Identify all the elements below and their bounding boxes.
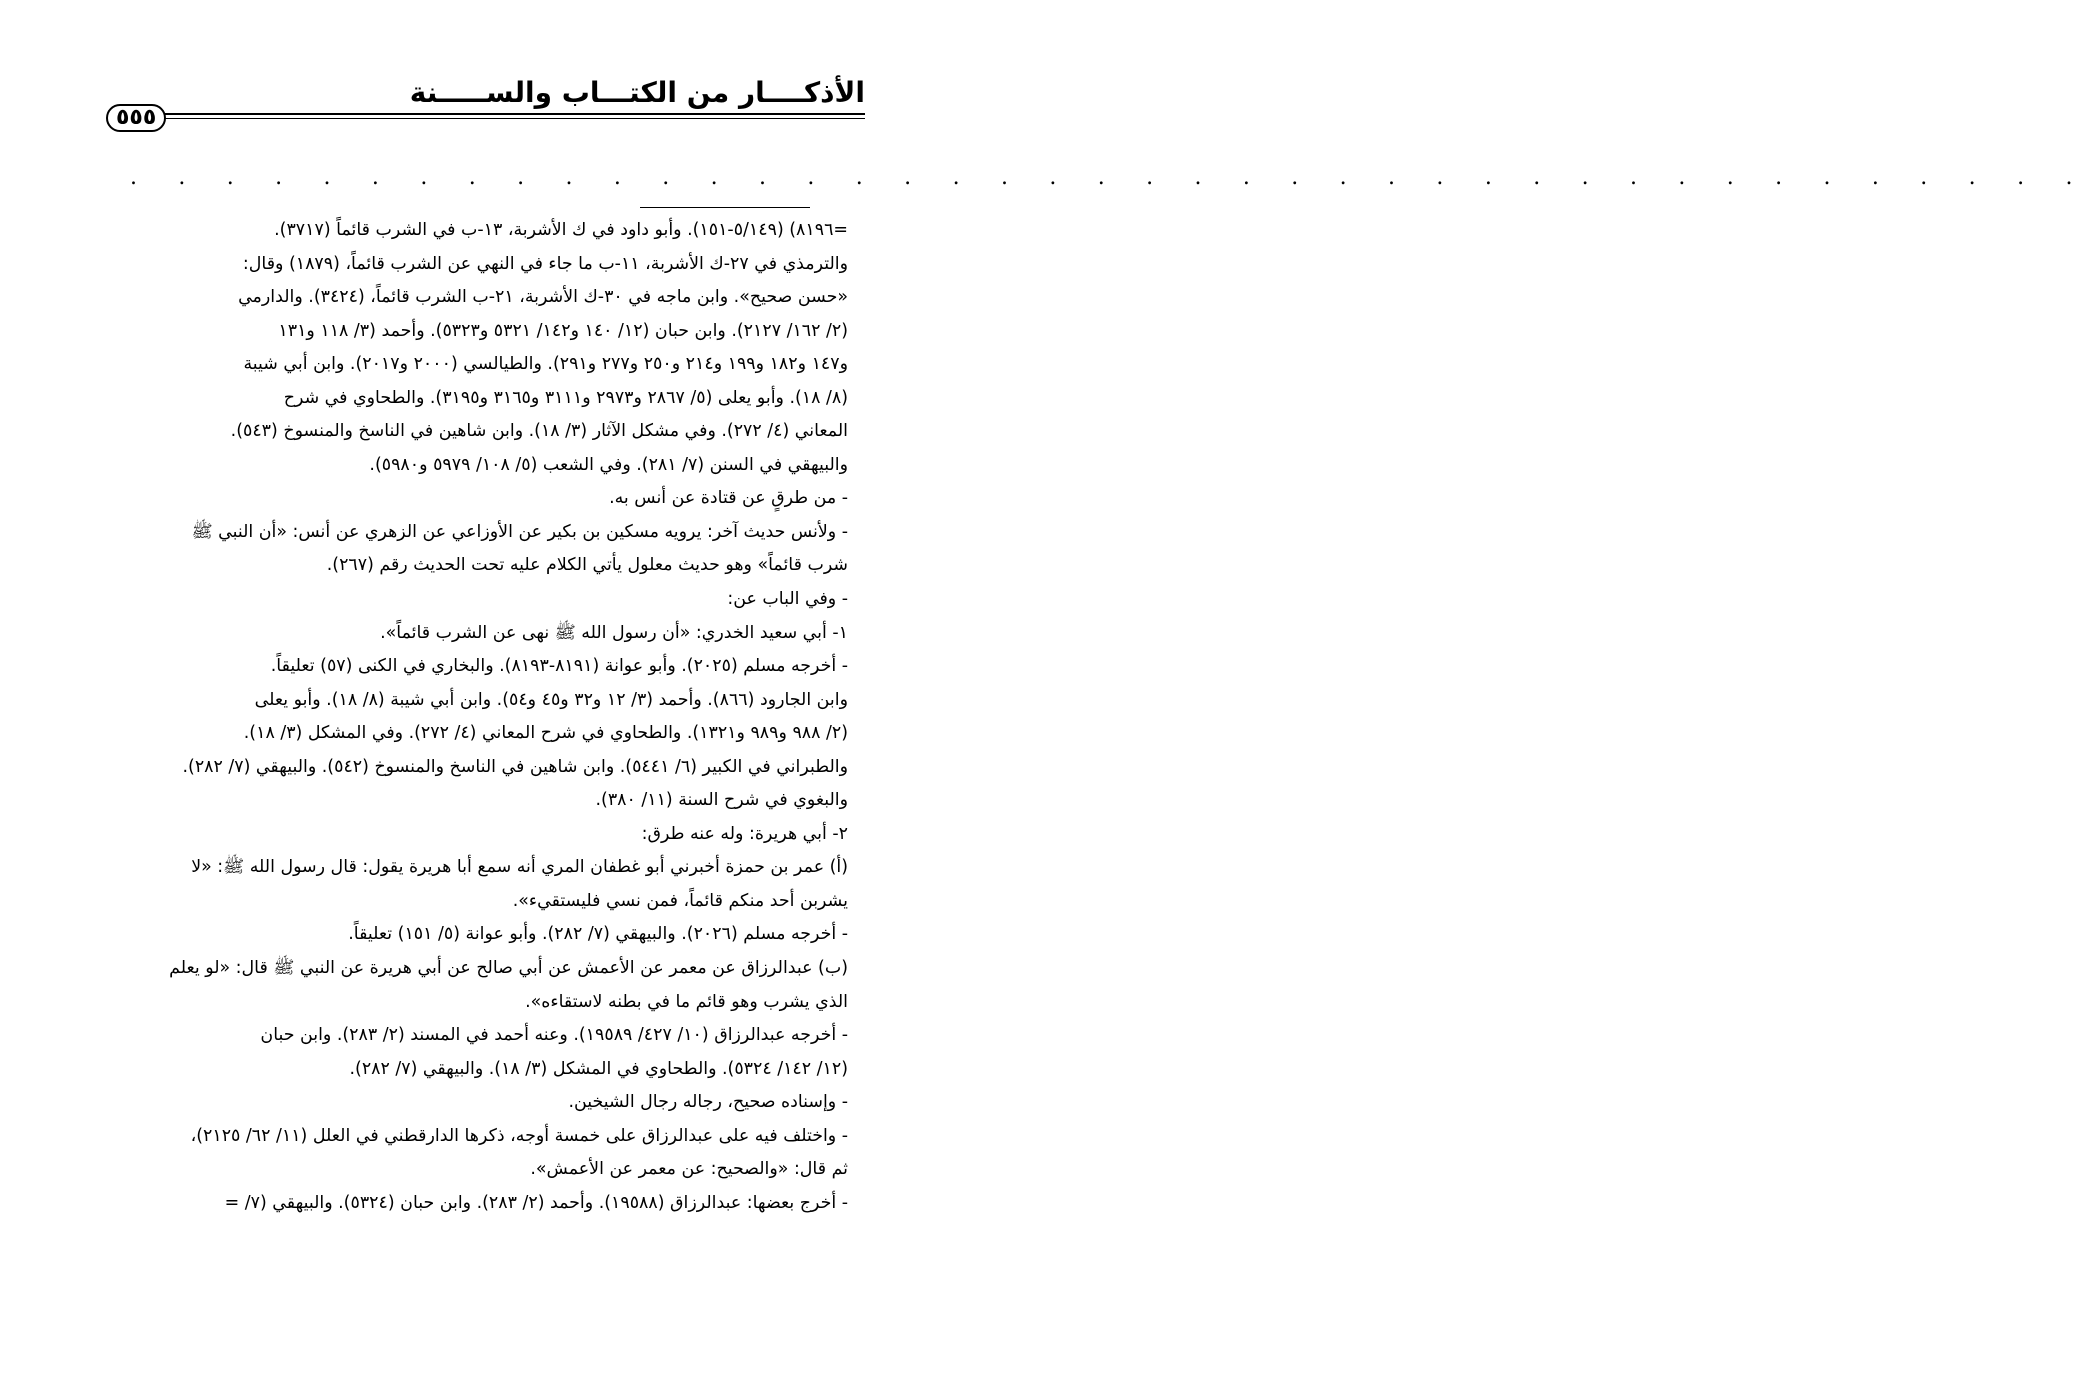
text-line: - أخرجه مسلم (٢٠٢٦). والبيهقي (٧/ ٢٨٢). وأبو عوانة (٥/ ١٥١) تعليقاً.: [348, 924, 848, 945]
text-line: «حسن صحيح». وابن ماجه في ٣٠-ك الأشربة، ٢١-ب الشرب قائماً، (٣٤٢٤). والدارمي: [238, 287, 848, 308]
running-title: الأذكــــار من الكتـــاب والســـــنة: [409, 76, 865, 109]
text-line: والترمذي في ٢٧-ك الأشربة، ١١-ب ما جاء في النهي عن الشرب قائماً، (١٨٧٩) وقال:: [242, 253, 848, 274]
text-line: والطبراني في الكبير (٦/ ٥٤٤١). وابن شاهين في الناسخ والمنسوخ (٥٤٢). والبيهقي (٧/ ٢٨٢).: [182, 756, 848, 777]
text-line: - أخرج بعضها: عبدالرزاق (١٩٥٨٨). وأحمد (٢/ ٢٨٣). وابن حبان (٥٣٢٤). والبيهقي (٧/ =: [224, 1192, 848, 1213]
footnote-text: [108, 214, 848, 1220]
text-line: - واختلف فيه على عبدالرزاق على خمسة أوجه، ذكرها الدارقطني في العلل (١١/ ٦٢/ ٢١٢٥)،: [190, 1125, 848, 1146]
text-line: الذي يشرب وهو قائم ما في بطنه لاستقاءه».: [525, 991, 848, 1012]
text-line: - أخرجه عبدالرزاق (١٠/ ٤٢٧/ ١٩٥٨٩). وعنه أحمد في المسند (٢/ ٢٨٣). وابن حبان: [260, 1025, 848, 1046]
text-line: والبيهقي في السنن (٧/ ٢٨١). وفي الشعب (٥/ ١٠٨/ ٥٩٧٩ و٥٩٨٠).: [369, 454, 848, 475]
text-line: - من طرقٍ عن قتادة عن أنس به.: [609, 488, 848, 509]
text-line: والبغوي في شرح السنة (١١/ ٣٨٠).: [595, 790, 848, 811]
footnote-rule: [640, 207, 810, 208]
text-line: (٨/ ١٨). وأبو يعلى (٥/ ٢٨٦٧ و٢٩٧٣ و٣١١١ و٣١٦٥ و٣١٩٥). والطحاوي في شرح: [283, 387, 848, 408]
text-line: و١٤٧ و١٨٢ و١٩٩ و٢١٤ و٢٥٠ و٢٧٧ و٢٩١). والطيالسي (٢٠٠٠ و٢٠١٧). وابن أبي شيبة: [243, 354, 848, 375]
page-header: [100, 70, 865, 130]
text-line: - وفي الباب عن:: [727, 589, 848, 610]
text-line: (٢/ ٩٨٨ و٩٨٩ و١٣٢١). والطحاوي في شرح المعاني (٤/ ٢٧٢). وفي المشكل (٣/ ١٨).: [243, 723, 848, 744]
text-line: - ولأنس حديث آخر: يرويه مسكين بن بكير عن الأوزاعي عن الزهري عن أنس: «أن النبي ﷺ: [191, 521, 848, 542]
header-rule: [160, 113, 865, 119]
text-line: شرب قائماً» وهو حديث معلول يأتي الكلام عليه تحت الحديث رقم (٢٦٧).: [326, 555, 848, 576]
text-line: - وإسناده صحيح، رجاله رجال الشيخين.: [568, 1092, 848, 1113]
text-line: ١- أبي سعيد الخدري: «أن رسول الله ﷺ نهى عن الشرب قائماً».: [380, 622, 848, 643]
text-line: =٨١٩٦) (٥/١٤٩-١٥١). وأبو داود في ك الأشربة، ١٣-ب في الشرب قائماً (٣٧١٧).: [274, 220, 848, 240]
page-number: ٥٥٥: [106, 104, 166, 132]
text-line: (ب) عبدالرزاق عن معمر عن الأعمش عن أبي صالح عن أبي هريرة عن النبي ﷺ قال: «لو يعلم: [169, 958, 848, 979]
text-line: (٢/ ١٦٢/ ٢١٢٧). وابن حبان (١٢/ ١٤٠ و١٤٢/ ٥٣٢١ و٥٣٢٣). وأحمد (٣/ ١١٨ و١٣١: [278, 320, 848, 341]
text-line: المعاني (٤/ ٢٧٢). وفي مشكل الآثار (٣/ ١٨). وابن شاهين في الناسخ والمنسوخ (٥٤٣).: [230, 421, 848, 442]
text-line: ٢- أبي هريرة: وله عنه طرق:: [641, 823, 848, 844]
text-line: يشربن أحد منكم قائماً، فمن نسي فليستقيء».: [512, 890, 848, 911]
text-line: (أ) عمر بن حمزة أخبرني أبو غطفان المري أنه سمع أبا هريرة يقول: قال رسول الله ﷺ: «لا: [191, 857, 848, 878]
text-line: ثم قال: «والصحيح: عن معمر عن الأعمش».: [530, 1159, 848, 1180]
text-line: - أخرجه مسلم (٢٠٢٥). وأبو عوانة (٨١٩١-٨١٩٣). والبخاري في الكنى (٥٧) تعليقاً.: [270, 656, 848, 677]
text-line: وابن الجارود (٨٦٦). وأحمد (٣/ ١٢ و٣٢ و٤٥ و٥٤). وابن أبي شيبة (٨/ ١٨). وأبو يعلى: [254, 689, 848, 710]
text-line: (١٢/ ١٤٢/ ٥٣٢٤). والطحاوي في المشكل (٣/ ١٨). والبيهقي (٧/ ٢٨٢).: [349, 1058, 848, 1079]
separator-dots: . . . . . . . . . . . . . . . . . . . . . . . . . . . . . . . . . . . . . . . . .: [130, 165, 2090, 190]
